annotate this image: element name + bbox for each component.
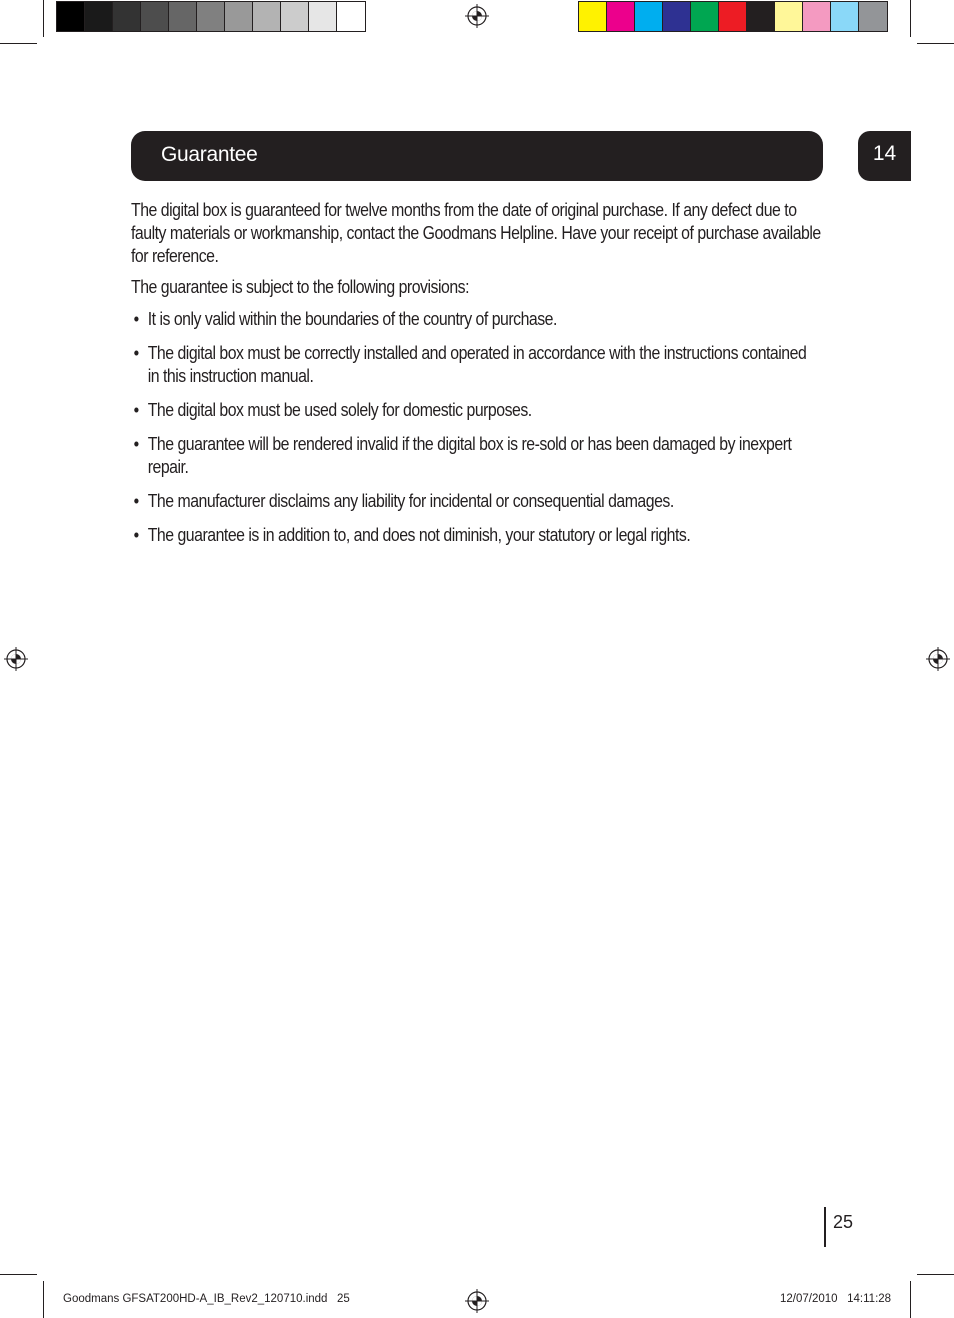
crop-mark: [0, 1274, 37, 1275]
color-swatch: [691, 2, 719, 31]
provisions-list: [131, 308, 821, 547]
color-swatch: [337, 2, 365, 31]
crop-mark: [0, 43, 37, 44]
chapter-tab: 14: [858, 131, 911, 181]
crop-mark: [917, 43, 954, 44]
guarantee-body: [131, 199, 821, 558]
color-swatch: [281, 2, 309, 31]
color-swatch: [635, 2, 663, 31]
color-swatch: [85, 2, 113, 31]
section-header: [131, 131, 823, 181]
color-swatch: [859, 2, 887, 31]
list-item: • It is only valid within the boundaries of the country of purchase.: [131, 308, 821, 331]
color-swatch: [775, 2, 803, 31]
registration-mark-icon: [465, 4, 489, 28]
list-item: • The manufacturer disclaims any liability for incidental or consequential damages.: [131, 490, 821, 513]
color-swatch: [719, 2, 747, 31]
registration-mark-icon: [4, 647, 28, 671]
provisions-lead: The guarantee is subject to the following provisions:: [131, 277, 470, 297]
color-swatch: [169, 2, 197, 31]
list-item: • The digital box must be correctly installed and operated in accordance with the instructions contained in this instruction manual.: [131, 342, 821, 388]
crop-mark: [917, 1274, 954, 1275]
color-swatch: [309, 2, 337, 31]
page-number: 25: [833, 1212, 854, 1232]
slug-filename: Goodmans GFSAT200HD-A_IB_Rev2_120710.indd 25: [63, 1293, 350, 1305]
registration-mark-icon: [465, 1289, 489, 1313]
section-title: Guarantee: [161, 143, 258, 166]
crop-mark: [43, 1281, 44, 1318]
color-swatch: [607, 2, 635, 31]
color-swatch: [803, 2, 831, 31]
color-swatch: [663, 2, 691, 31]
intro-paragraph: The digital box is guaranteed for twelve months from the date of original purchase. If any defect due to faulty materials or workmanship, contact the Goodmans Helpline. Have your receipt of purchase available for reference.: [131, 200, 821, 266]
slug-timestamp: 12/07/2010 14:11:28: [780, 1293, 892, 1305]
list-item: • The guarantee will be rendered invalid if the digital box is re-sold or has been damaged by inexpert repair.: [131, 433, 821, 479]
color-swatch: [579, 2, 607, 31]
list-item: • The digital box must be used solely for domestic purposes.: [131, 399, 821, 422]
color-swatch: [831, 2, 859, 31]
color-swatch: [141, 2, 169, 31]
list-item: • The guarantee is in addition to, and does not diminish, your statutory or legal rights.: [131, 524, 821, 547]
color-swatch: [225, 2, 253, 31]
crop-mark: [910, 0, 911, 37]
color-swatch: [253, 2, 281, 31]
page-number-rule: [824, 1207, 826, 1247]
process-color-bar: [578, 1, 888, 32]
crop-mark: [43, 0, 44, 37]
registration-mark-icon: [926, 647, 950, 671]
grayscale-color-bar: [56, 1, 366, 32]
color-swatch: [57, 2, 85, 31]
crop-mark: [910, 1281, 911, 1318]
color-swatch: [747, 2, 775, 31]
color-swatch: [197, 2, 225, 31]
color-swatch: [113, 2, 141, 31]
